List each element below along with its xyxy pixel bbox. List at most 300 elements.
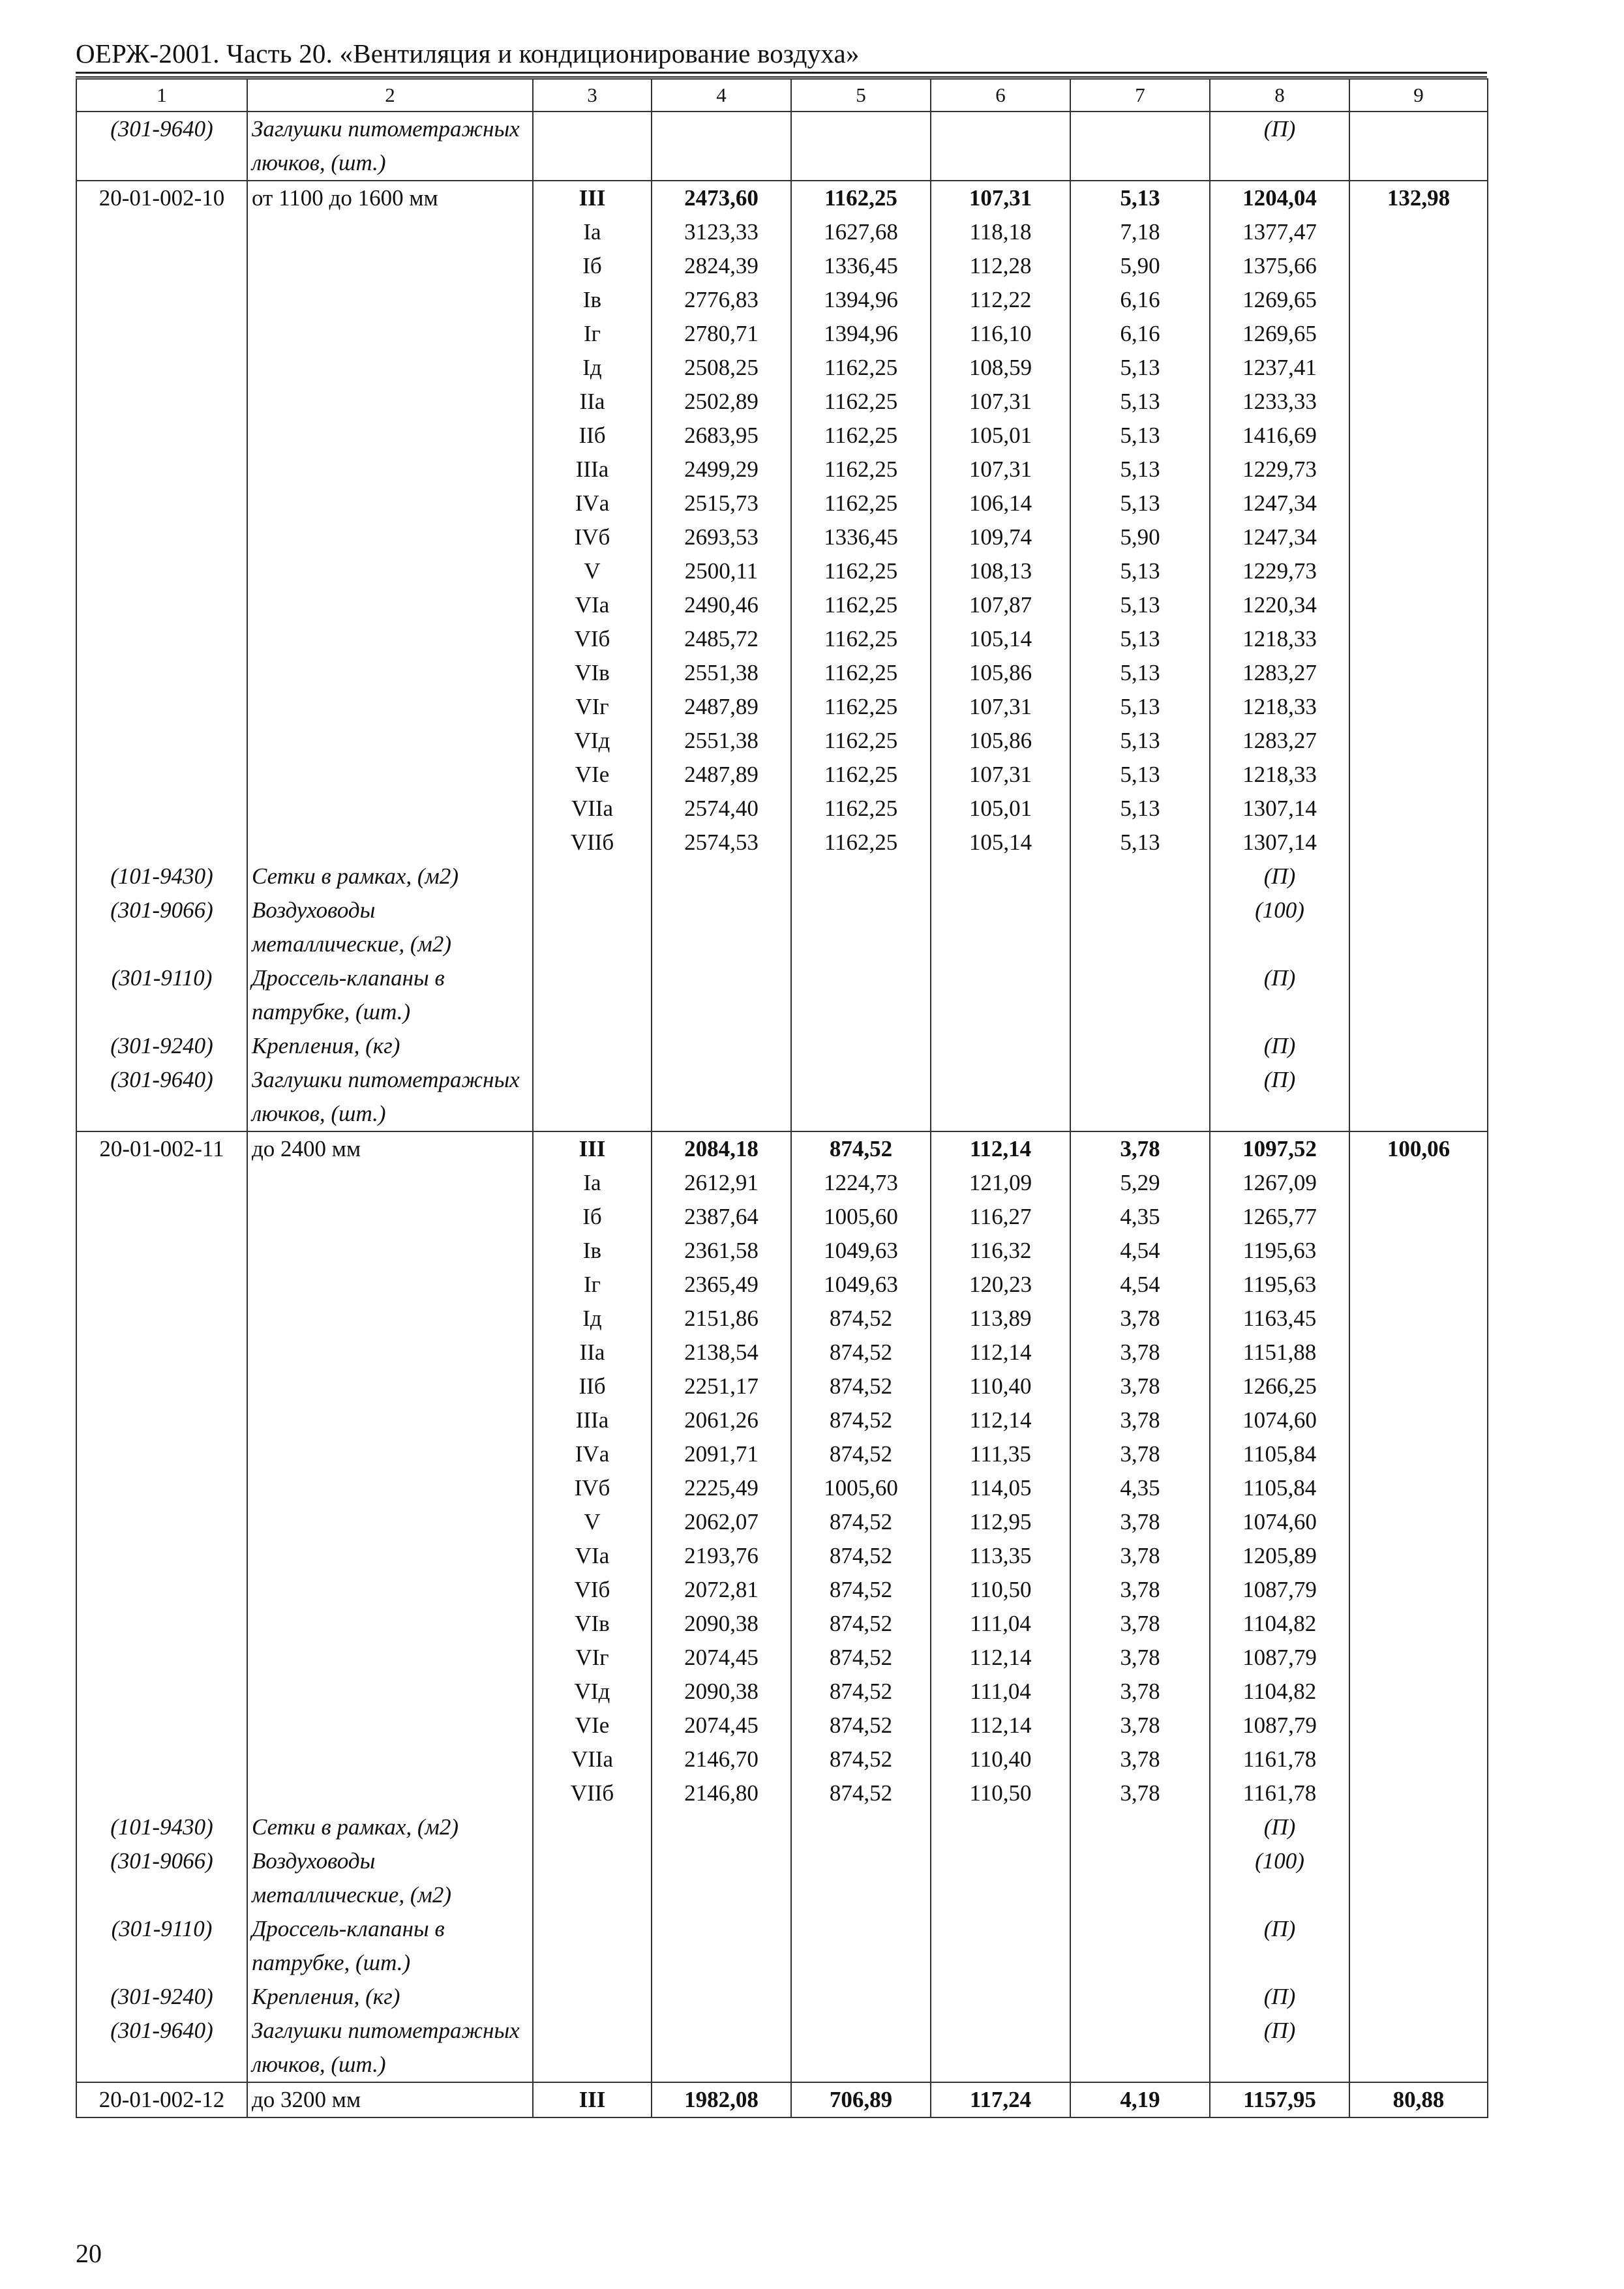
rate-zone-row xyxy=(76,1539,1488,1573)
empty-cell xyxy=(76,453,247,486)
empty-cell xyxy=(533,1063,652,1131)
value-cell: 1162,25 xyxy=(791,453,931,486)
value-cell: 4,35 xyxy=(1070,1471,1210,1505)
value-cell: 1151,88 xyxy=(1210,1336,1349,1369)
value-cell: 874,52 xyxy=(791,1573,931,1607)
zone-label: IVа xyxy=(533,1437,652,1471)
zone-label: IIIа xyxy=(533,453,652,486)
rate-zone-row xyxy=(76,520,1488,554)
value-cell: 108,13 xyxy=(931,554,1070,588)
empty-cell xyxy=(1349,453,1488,486)
value-cell: 2780,71 xyxy=(652,317,791,351)
empty-cell xyxy=(76,792,247,826)
value-cell: 1283,27 xyxy=(1210,656,1349,690)
zone-label: Iа xyxy=(533,215,652,249)
resource-name: Заглушки питометражных лючков, (шт.) xyxy=(247,112,533,181)
empty-cell xyxy=(791,893,931,961)
value-cell: 2693,53 xyxy=(652,520,791,554)
empty-cell xyxy=(533,961,652,1029)
zone-label: Iг xyxy=(533,317,652,351)
value-cell: 2824,39 xyxy=(652,249,791,283)
value-cell: 4,54 xyxy=(1070,1234,1210,1268)
value-cell: 1247,34 xyxy=(1210,520,1349,554)
empty-cell xyxy=(533,1844,652,1912)
column-number: 9 xyxy=(1349,79,1488,112)
rate-zone-row xyxy=(76,588,1488,622)
value-cell: 1162,25 xyxy=(791,656,931,690)
value-cell: 1005,60 xyxy=(791,1471,931,1505)
empty-cell xyxy=(1349,1675,1488,1709)
column-number-row xyxy=(76,79,1488,112)
value-cell: 2146,70 xyxy=(652,1743,791,1776)
empty-cell xyxy=(247,385,533,419)
resource-unit-note: (П) xyxy=(1210,860,1349,893)
empty-cell xyxy=(76,1607,247,1641)
value-cell: 1049,63 xyxy=(791,1234,931,1268)
rate-zone-row xyxy=(76,1403,1488,1437)
value-cell: 107,31 xyxy=(931,385,1070,419)
rate-main-row xyxy=(76,2082,1488,2117)
value-cell: 105,01 xyxy=(931,792,1070,826)
value-cell: 110,50 xyxy=(931,1573,1070,1607)
empty-cell xyxy=(76,317,247,351)
empty-cell xyxy=(931,1029,1070,1063)
value-cell: 874,52 xyxy=(791,1776,931,1810)
empty-cell xyxy=(247,351,533,385)
value-cell: 1074,60 xyxy=(1210,1403,1349,1437)
zone-label: VIа xyxy=(533,588,652,622)
header-rule xyxy=(76,72,1487,74)
empty-cell xyxy=(1070,1810,1210,1844)
value-cell: 3,78 xyxy=(1070,1607,1210,1641)
resource-unit-note: (П) xyxy=(1210,1810,1349,1844)
empty-cell xyxy=(791,112,931,181)
rate-zone-row xyxy=(76,1505,1488,1539)
value-cell: 113,35 xyxy=(931,1539,1070,1573)
value-cell: 2151,86 xyxy=(652,1302,791,1336)
zone-label: VIв xyxy=(533,1607,652,1641)
empty-cell xyxy=(931,1844,1070,1912)
value-cell: 5,13 xyxy=(1070,792,1210,826)
zone-label: Iв xyxy=(533,1234,652,1268)
empty-cell xyxy=(76,1675,247,1709)
value-cell: 121,09 xyxy=(931,1166,1070,1200)
value-cell: 1104,82 xyxy=(1210,1607,1349,1641)
value-cell: 113,89 xyxy=(931,1302,1070,1336)
empty-cell xyxy=(1349,1573,1488,1607)
zone-label: VIг xyxy=(533,1641,652,1675)
empty-cell xyxy=(247,1505,533,1539)
value-cell: 110,50 xyxy=(931,1776,1070,1810)
resource-unit-note: (П) xyxy=(1210,2014,1349,2082)
value-cell: 2090,38 xyxy=(652,1607,791,1641)
value-cell: 1265,77 xyxy=(1210,1200,1349,1234)
empty-cell xyxy=(247,554,533,588)
empty-cell xyxy=(652,2014,791,2082)
resource-name: Дроссель-клапаны в патрубке, (шт.) xyxy=(247,1912,533,1980)
empty-cell xyxy=(533,1912,652,1980)
empty-cell xyxy=(76,1709,247,1743)
empty-cell xyxy=(76,1234,247,1268)
value-cell: 5,13 xyxy=(1070,758,1210,792)
value-cell: 2091,71 xyxy=(652,1437,791,1471)
value-cell: 1237,41 xyxy=(1210,351,1349,385)
rate-main-row xyxy=(76,1131,1488,1166)
empty-cell xyxy=(76,1505,247,1539)
zone-label: IIа xyxy=(533,385,652,419)
rate-zone-row xyxy=(76,724,1488,758)
rate-zone-row xyxy=(76,1437,1488,1471)
empty-cell xyxy=(533,112,652,181)
empty-cell xyxy=(1349,758,1488,792)
rate-zone-row xyxy=(76,385,1488,419)
value-cell: 2225,49 xyxy=(652,1471,791,1505)
rates-table xyxy=(76,78,1488,2118)
value-cell: 1416,69 xyxy=(1210,419,1349,453)
resource-row xyxy=(76,860,1488,893)
zone-label: V xyxy=(533,1505,652,1539)
value-cell: 112,14 xyxy=(931,1403,1070,1437)
zone-label: IVб xyxy=(533,1471,652,1505)
value-cell: 2084,18 xyxy=(652,1131,791,1166)
empty-cell xyxy=(247,283,533,317)
value-cell: 2487,89 xyxy=(652,758,791,792)
empty-cell xyxy=(652,893,791,961)
value-cell: 5,13 xyxy=(1070,351,1210,385)
resource-code: (101-9430) xyxy=(76,860,247,893)
empty-cell xyxy=(652,1844,791,1912)
value-cell: 1627,68 xyxy=(791,215,931,249)
value-cell: 1195,63 xyxy=(1210,1268,1349,1302)
empty-cell xyxy=(1349,1029,1488,1063)
value-cell: 112,22 xyxy=(931,283,1070,317)
rate-code: 20-01-002-11 xyxy=(76,1131,247,1166)
value-cell: 107,31 xyxy=(931,453,1070,486)
resource-row xyxy=(76,961,1488,1029)
empty-cell xyxy=(247,656,533,690)
value-cell: 1205,89 xyxy=(1210,1539,1349,1573)
empty-cell xyxy=(791,1029,931,1063)
zone-label: VIд xyxy=(533,1675,652,1709)
resource-name: Воздуховоды металлические, (м2) xyxy=(247,1844,533,1912)
empty-cell xyxy=(1349,1336,1488,1369)
zone-label: VIIб xyxy=(533,826,652,860)
value-cell: 1269,65 xyxy=(1210,283,1349,317)
empty-cell xyxy=(533,893,652,961)
empty-cell xyxy=(76,1166,247,1200)
empty-cell xyxy=(247,1336,533,1369)
zone-label: VIг xyxy=(533,690,652,724)
zone-label: VIа xyxy=(533,1539,652,1573)
value-cell: 1229,73 xyxy=(1210,453,1349,486)
value-cell: 107,87 xyxy=(931,588,1070,622)
empty-cell xyxy=(1349,1166,1488,1200)
value-cell: 874,52 xyxy=(791,1743,931,1776)
zone-label: IVа xyxy=(533,486,652,520)
value-cell: 105,86 xyxy=(931,656,1070,690)
value-cell: 2062,07 xyxy=(652,1505,791,1539)
zone-label: VIд xyxy=(533,724,652,758)
value-cell: 3,78 xyxy=(1070,1302,1210,1336)
rate-main-row xyxy=(76,181,1488,215)
value-cell: 3,78 xyxy=(1070,1675,1210,1709)
value-cell: 5,13 xyxy=(1070,181,1210,215)
value-cell: 2776,83 xyxy=(652,283,791,317)
rate-zone-row xyxy=(76,453,1488,486)
value-cell: 1307,14 xyxy=(1210,792,1349,826)
empty-cell xyxy=(247,1539,533,1573)
empty-cell xyxy=(1070,1844,1210,1912)
value-cell: 5,13 xyxy=(1070,622,1210,656)
empty-cell xyxy=(931,961,1070,1029)
resource-unit-note: (П) xyxy=(1210,1912,1349,1980)
labor-value: 80,88 xyxy=(1349,2082,1488,2117)
column-number: 6 xyxy=(931,79,1070,112)
resource-name: Заглушки питометражных лючков, (шт.) xyxy=(247,2014,533,2082)
value-cell: 3,78 xyxy=(1070,1573,1210,1607)
empty-cell xyxy=(1349,554,1488,588)
empty-cell xyxy=(652,961,791,1029)
empty-cell xyxy=(1349,215,1488,249)
value-cell: 2074,45 xyxy=(652,1641,791,1675)
resource-name: Крепления, (кг) xyxy=(247,1980,533,2014)
rate-zone-row xyxy=(76,1607,1488,1641)
rate-zone-row xyxy=(76,351,1488,385)
value-cell: 1233,33 xyxy=(1210,385,1349,419)
empty-cell xyxy=(652,1810,791,1844)
empty-cell xyxy=(652,860,791,893)
rate-zone-row xyxy=(76,1743,1488,1776)
value-cell: 118,18 xyxy=(931,215,1070,249)
rate-zone-row xyxy=(76,419,1488,453)
empty-cell xyxy=(76,724,247,758)
value-cell: 1162,25 xyxy=(791,724,931,758)
value-cell: 1269,65 xyxy=(1210,317,1349,351)
empty-cell xyxy=(652,1912,791,1980)
empty-cell xyxy=(247,453,533,486)
empty-cell xyxy=(247,1302,533,1336)
value-cell: 5,13 xyxy=(1070,419,1210,453)
resource-code: (301-9640) xyxy=(76,2014,247,2082)
resource-code: (301-9640) xyxy=(76,1063,247,1131)
value-cell: 2061,26 xyxy=(652,1403,791,1437)
zone-label: IIIа xyxy=(533,1403,652,1437)
empty-cell xyxy=(247,1369,533,1403)
empty-cell xyxy=(247,1234,533,1268)
empty-cell xyxy=(931,2014,1070,2082)
empty-cell xyxy=(247,792,533,826)
empty-cell xyxy=(1349,1505,1488,1539)
value-cell: 1336,45 xyxy=(791,249,931,283)
rate-zone-row xyxy=(76,1471,1488,1505)
value-cell: 117,24 xyxy=(931,2082,1070,2117)
resource-row xyxy=(76,1029,1488,1063)
value-cell: 3,78 xyxy=(1070,1369,1210,1403)
value-cell: 2090,38 xyxy=(652,1675,791,1709)
value-cell: 706,89 xyxy=(791,2082,931,2117)
empty-cell xyxy=(1349,893,1488,961)
value-cell: 5,13 xyxy=(1070,656,1210,690)
empty-cell xyxy=(247,826,533,860)
resource-row xyxy=(76,2014,1488,2082)
empty-cell xyxy=(247,1675,533,1709)
rate-zone-row xyxy=(76,249,1488,283)
empty-cell xyxy=(1070,2014,1210,2082)
value-cell: 1105,84 xyxy=(1210,1437,1349,1471)
empty-cell xyxy=(1349,1743,1488,1776)
value-cell: 1087,79 xyxy=(1210,1641,1349,1675)
empty-cell xyxy=(1349,860,1488,893)
empty-cell xyxy=(76,1573,247,1607)
value-cell: 874,52 xyxy=(791,1403,931,1437)
page-header-title: ОЕРЖ-2001. Часть 20. «Вентиляция и кондиционирование воздуха» xyxy=(76,38,860,68)
empty-cell xyxy=(1349,826,1488,860)
resource-code: (301-9066) xyxy=(76,1844,247,1912)
value-cell: 109,74 xyxy=(931,520,1070,554)
value-cell: 112,14 xyxy=(931,1709,1070,1743)
resource-name: Сетки в рамках, (м2) xyxy=(247,1810,533,1844)
value-cell: 2365,49 xyxy=(652,1268,791,1302)
value-cell: 2490,46 xyxy=(652,588,791,622)
empty-cell xyxy=(931,112,1070,181)
value-cell: 1162,25 xyxy=(791,622,931,656)
value-cell: 105,01 xyxy=(931,419,1070,453)
empty-cell xyxy=(247,690,533,724)
rate-code: 20-01-002-10 xyxy=(76,181,247,215)
value-cell: 105,14 xyxy=(931,826,1070,860)
empty-cell xyxy=(1349,1234,1488,1268)
value-cell: 1982,08 xyxy=(652,2082,791,2117)
empty-cell xyxy=(247,724,533,758)
empty-cell xyxy=(931,893,1070,961)
resource-unit-note: (П) xyxy=(1210,1980,1349,2014)
empty-cell xyxy=(1349,1844,1488,1912)
value-cell: 105,86 xyxy=(931,724,1070,758)
value-cell: 2612,91 xyxy=(652,1166,791,1200)
value-cell: 5,13 xyxy=(1070,588,1210,622)
resource-name: Крепления, (кг) xyxy=(247,1029,533,1063)
empty-cell xyxy=(76,1641,247,1675)
empty-cell xyxy=(247,1268,533,1302)
value-cell: 3,78 xyxy=(1070,1437,1210,1471)
empty-cell xyxy=(652,1063,791,1131)
value-cell: 120,23 xyxy=(931,1268,1070,1302)
value-cell: 5,13 xyxy=(1070,826,1210,860)
rate-zone-row xyxy=(76,554,1488,588)
empty-cell xyxy=(247,1403,533,1437)
empty-cell xyxy=(76,385,247,419)
empty-cell xyxy=(1349,385,1488,419)
value-cell: 3,78 xyxy=(1070,1539,1210,1573)
empty-cell xyxy=(791,961,931,1029)
empty-cell xyxy=(1349,1302,1488,1336)
resource-row xyxy=(76,1063,1488,1131)
value-cell: 1162,25 xyxy=(791,419,931,453)
empty-cell xyxy=(76,690,247,724)
value-cell: 3,78 xyxy=(1070,1776,1210,1810)
value-cell: 3,78 xyxy=(1070,1403,1210,1437)
value-cell: 1195,63 xyxy=(1210,1234,1349,1268)
header-rule-secondary xyxy=(76,76,1487,78)
value-cell: 874,52 xyxy=(791,1505,931,1539)
value-cell: 2683,95 xyxy=(652,419,791,453)
value-cell: 111,04 xyxy=(931,1675,1070,1709)
empty-cell xyxy=(76,826,247,860)
resource-unit-note: (100) xyxy=(1210,893,1349,961)
value-cell: 2251,17 xyxy=(652,1369,791,1403)
value-cell: 6,16 xyxy=(1070,283,1210,317)
value-cell: 1336,45 xyxy=(791,520,931,554)
empty-cell xyxy=(76,1336,247,1369)
value-cell: 1104,82 xyxy=(1210,1675,1349,1709)
value-cell: 1162,25 xyxy=(791,486,931,520)
value-cell: 874,52 xyxy=(791,1641,931,1675)
value-cell: 4,35 xyxy=(1070,1200,1210,1234)
value-cell: 1087,79 xyxy=(1210,1709,1349,1743)
rate-zone-row xyxy=(76,656,1488,690)
empty-cell xyxy=(247,1743,533,1776)
zone-label: Iд xyxy=(533,351,652,385)
value-cell: 1162,25 xyxy=(791,758,931,792)
value-cell: 874,52 xyxy=(791,1709,931,1743)
empty-cell xyxy=(931,860,1070,893)
resource-code: (301-9066) xyxy=(76,893,247,961)
column-number: 4 xyxy=(652,79,791,112)
resource-unit-note: (П) xyxy=(1210,961,1349,1029)
empty-cell xyxy=(1349,112,1488,181)
value-cell: 2515,73 xyxy=(652,486,791,520)
value-cell: 1247,34 xyxy=(1210,486,1349,520)
zone-label: VIIа xyxy=(533,1743,652,1776)
value-cell: 2574,53 xyxy=(652,826,791,860)
resource-code: (301-9240) xyxy=(76,1029,247,1063)
zone-label: III xyxy=(533,1131,652,1166)
empty-cell xyxy=(533,1029,652,1063)
empty-cell xyxy=(533,1810,652,1844)
value-cell: 1394,96 xyxy=(791,283,931,317)
empty-cell xyxy=(76,249,247,283)
empty-cell xyxy=(1349,1268,1488,1302)
resource-name: Дроссель-клапаны в патрубке, (шт.) xyxy=(247,961,533,1029)
empty-cell xyxy=(791,1063,931,1131)
empty-cell xyxy=(76,1743,247,1776)
zone-label: Iб xyxy=(533,249,652,283)
rate-zone-row xyxy=(76,1166,1488,1200)
empty-cell xyxy=(1070,1980,1210,2014)
value-cell: 2499,29 xyxy=(652,453,791,486)
empty-cell xyxy=(1349,1810,1488,1844)
column-number: 8 xyxy=(1210,79,1349,112)
empty-cell xyxy=(1349,317,1488,351)
empty-cell xyxy=(76,656,247,690)
value-cell: 1163,45 xyxy=(1210,1302,1349,1336)
rate-zone-row xyxy=(76,1336,1488,1369)
value-cell: 1049,63 xyxy=(791,1268,931,1302)
empty-cell xyxy=(1349,1437,1488,1471)
empty-cell xyxy=(247,1709,533,1743)
zone-label: VIе xyxy=(533,1709,652,1743)
value-cell: 1307,14 xyxy=(1210,826,1349,860)
value-cell: 1157,95 xyxy=(1210,2082,1349,2117)
empty-cell xyxy=(1349,656,1488,690)
value-cell: 1162,25 xyxy=(791,385,931,419)
empty-cell xyxy=(76,1776,247,1810)
empty-cell xyxy=(247,1200,533,1234)
value-cell: 3,78 xyxy=(1070,1709,1210,1743)
resource-name: Заглушки питометражных лючков, (шт.) xyxy=(247,1063,533,1131)
empty-cell xyxy=(76,1302,247,1336)
value-cell: 2361,58 xyxy=(652,1234,791,1268)
